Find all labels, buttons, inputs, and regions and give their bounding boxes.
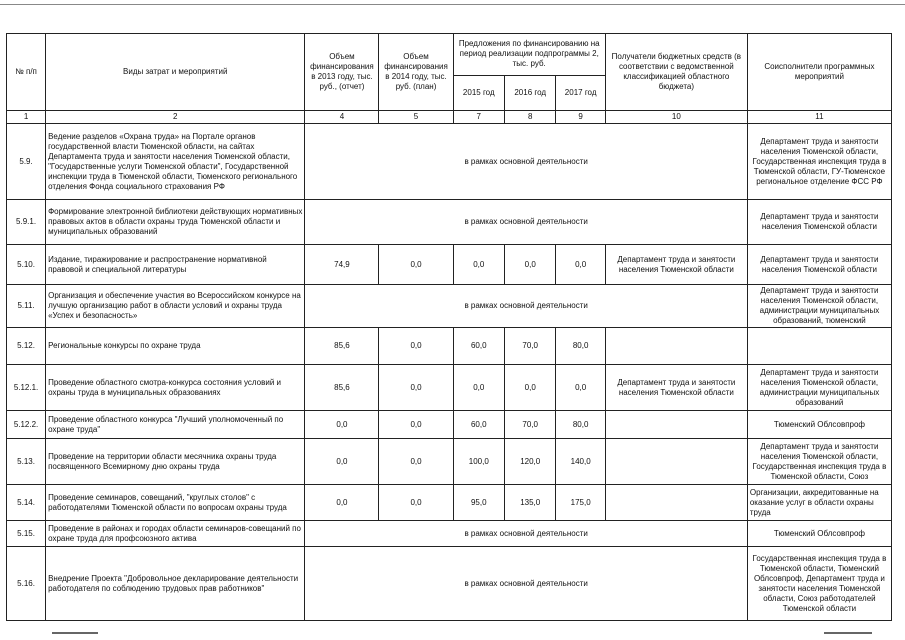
value-2014: 0,0 [379,365,453,411]
row-number: 5.15. [7,521,46,547]
value-2015: 100,0 [453,439,504,485]
header-year-2015: 2015 год [453,75,504,110]
row-coexec: Государственная инспекция труда в Тюменской области, Тюменский Облсовпроф, Департамент труда и занятости населения Тюменской области, Союз работодателей Тюменской области [747,547,891,621]
value-2015: 0,0 [453,245,504,285]
row-name: Проведение областного смотра-конкурса состояния условий и охраны труда в муниципальных образованиях [46,365,305,411]
table-row [7,485,892,521]
header-year-2016: 2016 год [505,75,556,110]
table-row [7,245,892,285]
row-span-text: в рамках основной деятельности [305,124,747,200]
row-recipient [605,485,747,521]
value-2013: 85,6 [305,328,379,365]
column-number-row [7,111,892,124]
row-number: 5.16. [7,547,46,621]
header-2013: Объем финансирования в 2013 году, тыс. руб., (отчет) [305,34,379,111]
row-name: Региональные конкурсы по охране труда [46,328,305,365]
value-2015: 0,0 [453,365,504,411]
value-2017: 0,0 [556,245,605,285]
row-name: Ведение разделов «Охрана труда» на Портале органов государственной власти Тюменской области, на сайтах Департамента труда и занятости населения Тюменской области, "Государственные услуги Тюменской области", Государственной инспекции труда в Тюменской области, Тюменского регионального отделения Фонда социального страхования РФ [46,124,305,200]
row-name: Издание, тиражирование и распространение нормативной правовой и специальной литературы [46,245,305,285]
row-name: Проведение на территории области месячника охраны труда посвященного Всемирному дню охраны труда [46,439,305,485]
row-name: Внедрение Проекта "Добровольное декларирование деятельности работодателя по соблюдению трудовых прав работников" [46,547,305,621]
value-2014: 0,0 [379,328,453,365]
value-2013: 0,0 [305,439,379,485]
row-name: Проведение областного конкурса "Лучший уполномоченный по охране труда" [46,411,305,439]
row-recipient [605,439,747,485]
column-number: 5 [379,111,453,124]
column-number: 4 [305,111,379,124]
row-coexec: Департамент труда и занятости населения Тюменской области, Государственная инспекция труда в Тюменской области, Союз [747,439,891,485]
table-row [7,285,892,328]
value-2017: 80,0 [556,328,605,365]
row-number: 5.9. [7,124,46,200]
value-2016: 0,0 [505,245,556,285]
table-row [7,124,892,200]
row-recipient: Департамент труда и занятости населения Тюменской области [605,245,747,285]
column-number: 11 [747,111,891,124]
row-coexec: Тюменский Облсовпроф [747,411,891,439]
row-number: 5.12. [7,328,46,365]
row-recipient [605,328,747,365]
row-coexec: Департамент труда и занятости населения Тюменской области, администрации муниципальных образований [747,365,891,411]
row-coexec: Департамент труда и занятости населения Тюменской области, администрации муниципальных образований, тюменский [747,285,891,328]
value-2015: 95,0 [453,485,504,521]
table-row [7,328,892,365]
value-2017: 175,0 [556,485,605,521]
header-kind: Виды затрат и мероприятий [46,34,305,111]
column-number: 7 [453,111,504,124]
row-name: Организация и обеспечение участия во Всероссийском конкурсе на лучшую организацию работ в области условий и охраны труда «Успех и безопасность» [46,285,305,328]
table-row [7,439,892,485]
row-coexec: Департамент труда и занятости населения Тюменской области [747,200,891,245]
row-coexec: Департамент труда и занятости населения Тюменской области [747,245,891,285]
row-recipient [605,411,747,439]
column-number: 1 [7,111,46,124]
header-year-2017: 2017 год [556,75,605,110]
value-2015: 60,0 [453,328,504,365]
value-2015: 60,0 [453,411,504,439]
value-2016: 70,0 [505,411,556,439]
row-number: 5.9.1. [7,200,46,245]
row-number: 5.11. [7,285,46,328]
row-number: 5.13. [7,439,46,485]
header-proposals: Предложения по финансированию на период реализации подпрограммы 2, тыс. руб. [453,34,605,76]
row-name: Формирование электронной библиотеки действующих нормативных правовых актов в области охраны труда Тюменской области и муниципальных образований [46,200,305,245]
value-2016: 70,0 [505,328,556,365]
value-2016: 135,0 [505,485,556,521]
row-span-text: в рамках основной деятельности [305,200,747,245]
value-2014: 0,0 [379,411,453,439]
value-2017: 80,0 [556,411,605,439]
financing-table [6,33,892,621]
row-name: Проведение в районах и городах области семинаров-совещаний по охране труда для профсоюзного актива [46,521,305,547]
footer-mark [52,632,98,634]
value-2016: 0,0 [505,365,556,411]
header-no: № п/п [7,34,46,111]
row-number: 5.12.2. [7,411,46,439]
value-2016: 120,0 [505,439,556,485]
column-number: 2 [46,111,305,124]
row-coexec: Тюменский Облсовпроф [747,521,891,547]
header-recipients: Получатели бюджетных средств (в соответствии с ведомственной классификацией областного бюджета) [605,34,747,111]
row-recipient: Департамент труда и занятости населения Тюменской области [605,365,747,411]
top-rule [0,4,905,5]
row-span-text: в рамках основной деятельности [305,547,747,621]
value-2014: 0,0 [379,439,453,485]
table-row [7,365,892,411]
value-2013: 0,0 [305,485,379,521]
table-row [7,411,892,439]
row-coexec: Организации, аккредитованные на оказание услуг в области охраны труда [747,485,891,521]
value-2017: 140,0 [556,439,605,485]
row-name: Проведение семинаров, совещаний, "круглых столов" с работодателями Тюменской области по вопросам охраны труда [46,485,305,521]
row-number: 5.12.1. [7,365,46,411]
value-2014: 0,0 [379,485,453,521]
value-2013: 74,9 [305,245,379,285]
header-coexec: Соисполнители программных мероприятий [747,34,891,111]
column-number: 8 [505,111,556,124]
table-row [7,200,892,245]
footer-mark [824,632,872,634]
value-2014: 0,0 [379,245,453,285]
row-coexec: Департамент труда и занятости населения Тюменской области, Государственная инспекция труда в Тюменской области, ГУ-Тюменское региональное отделение ФСС РФ [747,124,891,200]
table-row [7,521,892,547]
row-coexec [747,328,891,365]
row-span-text: в рамках основной деятельности [305,521,747,547]
value-2017: 0,0 [556,365,605,411]
column-number: 10 [605,111,747,124]
row-span-text: в рамках основной деятельности [305,285,747,328]
value-2013: 85,6 [305,365,379,411]
header-2014: Объем финансирования в 2014 году, тыс. руб. (план) [379,34,453,111]
column-number: 9 [556,111,605,124]
row-number: 5.14. [7,485,46,521]
table-row [7,547,892,621]
value-2013: 0,0 [305,411,379,439]
row-number: 5.10. [7,245,46,285]
